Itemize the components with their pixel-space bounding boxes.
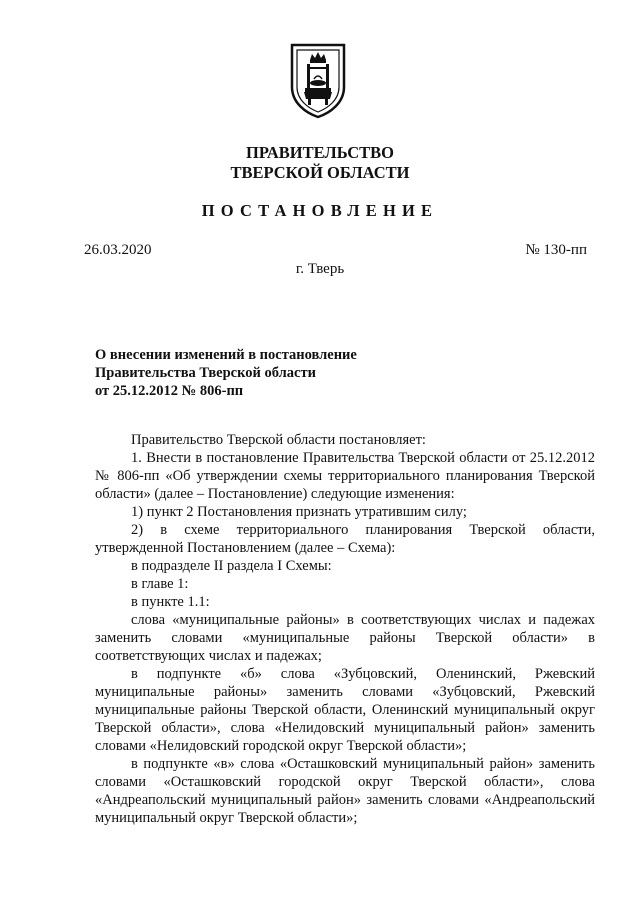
document-date: 26.03.2020 <box>84 242 152 258</box>
body-paragraph: 1) пункт 2 Постановления признать утратившим силу; <box>131 504 467 520</box>
body-paragraph: слова «муниципальные районы» в соответствующих числах и падежах заменить словами «муниципальные районы Тверской области» в соответствующих числах и падежах; <box>95 612 595 664</box>
body-paragraph: в главе 1: <box>131 576 189 592</box>
document-city: г. Тверь <box>295 261 345 277</box>
document-body <box>95 431 595 827</box>
organization-name-line1: ПРАВИТЕЛЬСТВО <box>246 143 394 162</box>
document-type: ПОСТАНОВЛЕНИЕ <box>201 201 439 220</box>
title-line: от 25.12.2012 № 806-пп <box>95 383 244 399</box>
document-number: № 130-пп <box>525 242 587 258</box>
title-line: О внесении изменений в постановление <box>95 347 357 363</box>
document-title <box>95 346 425 400</box>
body-paragraph: в подпункте «б» слова «Зубцовский, Оленинский, Ржевский муниципальные районы» заменить словами «Зубцовский, Ржевский муниципальные районы Тверской области, Оленинский муниципальный округ Тверской области», слова «Нелидовский муниципальный район» заменить словами «Нелидовский городской округ Тверской области»; <box>95 666 595 754</box>
coat-of-arms-icon <box>290 43 346 119</box>
title-line: Правительства Тверской области <box>95 365 316 381</box>
body-paragraph: Правительство Тверской области постановляет: <box>131 432 426 448</box>
body-paragraph: в пункте 1.1: <box>131 594 210 610</box>
body-paragraph: 1. Внести в постановление Правительства Тверской области от 25.12.2012 № 806-пп «Об утверждении схемы территориального планирования Тверской области» (далее – Постановление) следующие изменения: <box>95 450 595 502</box>
body-paragraph: в подпункте «в» слова «Осташковский муниципальный район» заменить словами «Осташковский городской округ Тверской области», слова «Андреапольский муниципальный район» заменить словами «Андреапольский муниципальный округ Тверской области»; <box>95 756 595 826</box>
body-paragraph: 2) в схеме территориального планирования Тверской области, утвержденной Постановлением (далее – Схема): <box>95 522 595 556</box>
body-paragraph: в подразделе II раздела I Схемы: <box>131 558 332 574</box>
organization-name-line2: ТВЕРСКОЙ ОБЛАСТИ <box>230 163 410 182</box>
